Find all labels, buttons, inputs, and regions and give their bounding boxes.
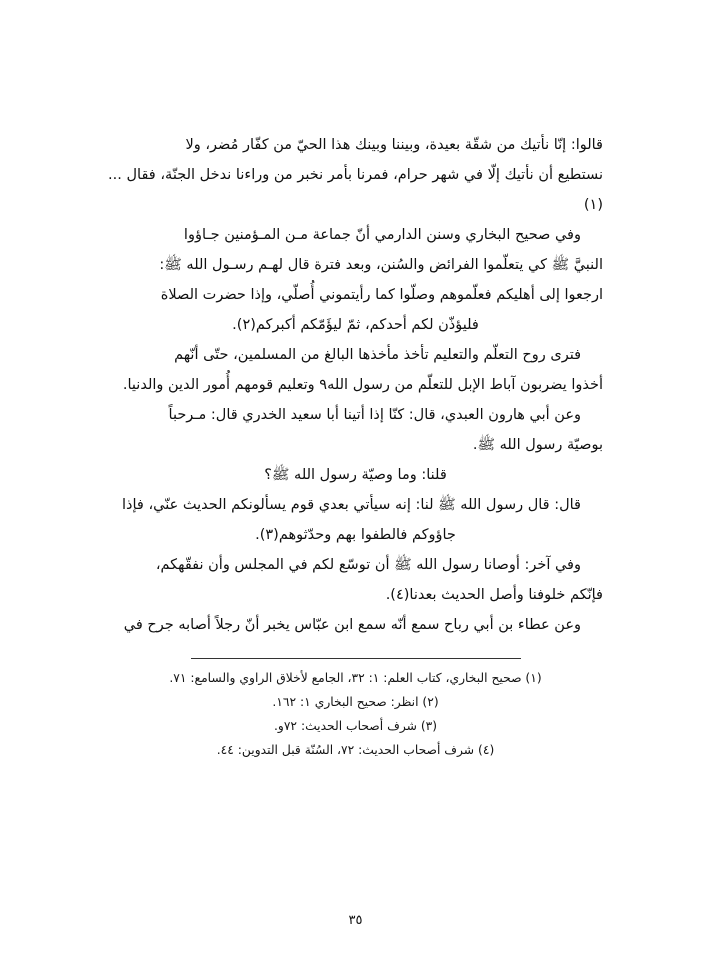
paragraph: فترى روح التعلّم والتعليم تأخذ مأخذها البالغ من المسلمين، حتّى أنّهم [174,347,581,363]
paragraph: قال: قال رسول الله ﷺ لنا: إنه سيأتي بعدي قوم يسألونكم الحديث عنّي، فإذا [122,497,581,513]
paragraph: وفي آخر: أوصانا رسول الله ﷺ أن توسّع لكم في المجلس وأن نفقّهكم، [155,557,581,573]
footnotes-block [108,667,603,763]
paragraph: قالوا: إنّا نأتيك من شقّة بعيدة، وبيننا وبينك هذا الحيّ من كفّار مُضر، ولا [185,137,603,153]
paragraph: وعن عطاء بن أبي رباح سمع أنّه سمع ابن عبّاس يخبر أنّ رجلاً أصابه جرح في [123,617,581,633]
paragraph: أخذوا يضربون آباط الإبل للتعلّم من رسول الله٩ وتعليم قومهم أُمور الدين والدنيا. [122,377,603,393]
paragraph: وفي صحيح البخاري وسنن الدارمي أنّ جماعة مـن المـؤمنين جـاؤوا [183,227,581,243]
footnote-item: (٢) انظر: صحيح البخاري ١: ١٦٢. [272,694,439,709]
paragraph: فليؤذّن لكم أحدكم، ثمّ ليؤَمّكم أكبركم(٢). [232,317,479,333]
footnote-item: (٤) شرف أصحاب الحديث: ٧٢، السُنّة قبل التدوين: ٤٤. [216,742,495,757]
paragraph: قلنا: وما وصيّة رسول الله ﷺ؟ [264,467,447,483]
paragraph: نستطيع أن نأتيك إلّا في شهر حرام، فمرنا بأمر نخبر من وراءنا ندخل الجنّة، فقال ...(١) [108,167,603,213]
paragraph: وعن أبي هارون العبدي، قال: كنّا إذا أتينا أبا سعيد الخدري قال: مـرحباً [168,407,581,423]
paragraph: جاؤوكم فالطفوا بهم وحدّثوهم(٣). [255,527,456,543]
body-text-block [108,130,603,640]
page-number: ٣٥ [348,913,363,928]
paragraph: ارجعوا إلى أهليكم فعلّموهم وصلّوا كما رأيتموني أُصلّي، وإذا حضرت الصلاة [160,287,603,303]
footnote-item: (١) صحيح البخاري، كتاب العلم: ١: ٣٢، الجامع لأخلاق الراوي والسامع: ٧١. [169,671,542,685]
paragraph: بوصيّة رسول الله ﷺ. [472,437,603,453]
footnote-item: (٣) شرف أصحاب الحديث: ٧٢و. [273,718,438,733]
paragraph: فإنّكم خلوفنا وأصل الحديث بعدنا(٤). [385,587,603,603]
footnote-divider [191,658,521,659]
paragraph: النبيَّ ﷺ كي يتعلّموا الفرائض والسُنن، وبعد فترة قال لهـم رسـول الله ﷺ: [159,257,603,273]
